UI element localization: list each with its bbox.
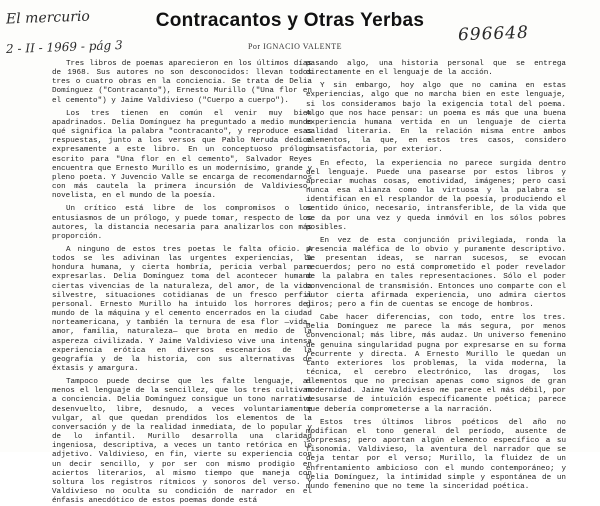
paragraph: Tres libros de poemas aparecieron en los últimos días de 1968. Sus autores no son desconocidos: llevan todos tres o cuatro obras en la conciencia. Se trata de Delia Domínguez ("Contracanto"), Ernesto Murillo ("Una flor en el cemento") y Jaime Valdivieso ("Cuerpo a cuerpo"). <box>52 60 312 105</box>
paragraph: pasando algo, una historia personal que se entrega directamente en el lenguaje de la acción. <box>306 60 566 78</box>
paragraph: A ninguno de estos tres poetas le falta oficio. A todos se les adivinan las urgentes experiencias, la hondura humana, y cierta hombría, pericia verbal para expresarlas. Delia Domínguez toma del acontecer humano ciertas vivencias de la naturaleza, del amor, de la vida silvestre, situaciones cotidianas de un fresco perfil personal. Ernesto Murillo ha intuido los horrores del mundo de la máquina y el cemento encerrados en la ciudad norteamericana, y también la ternura de esa flor —vida, amor, familia, naturaleza— que brota en medio de la aspereza civilizada. Y Jaime Valdivieso vive una intensa experiencia erótica en diversos escenarios de la geografía y de la historia, con sus alternativas de éxtasis y amargura. <box>52 245 312 373</box>
paragraph: Tampoco puede decirse que les falte lenguaje, al menos el lenguaje de la sencillez, que los tres cultivan a conciencia. Delia Domínguez consigue un tono narrativo desenvuelto, libre, desnudo, a veces voluntariamente vulgar, al que quedan prendidos los elementos de la conversación y de la realidad inmediata, de lo popular y de lo infantil. Murillo desarrolla una claridad ingeniosa, descriptiva, a veces un tanto retórica en lo adjetivo. Valdivieso, en fin, vierte su experiencia con un decir sencillo, y por ser con mismo prodigio en aciertos literarios, al mismo tiempo que maneja con soltura los registros rítmicos y sonoros del verso. Y Valdivieso no oculta su condición de narrador en el énfasis anecdótico de estos poemas donde está <box>52 378 312 506</box>
handwritten-catalog-number: 696648 <box>457 22 530 46</box>
article-byline: Por IGNACIO VALENTE <box>247 42 343 51</box>
paragraph: En efecto, la experiencia no parece surgida dentro del lenguaje. Puede una pasearse por estos libros y apreciar muchas cosas, emotividad, imágenes; pero casi nunca esa alianza como la virtuosa y la palabra se identifican en el resplandor de la poesía, produciendo el sentido único, necesario, intransferible, de la vida que se da por una vez y queda inmóvil en los sólos pobres posibles. <box>306 159 566 232</box>
paragraph: Cabe hacer diferencias, con todo, entre los tres. Delia Domínguez me parece la más segura, por menos convencional; más libre, más audaz. Un universo femenino de genuina singularidad pugna por expresarse en su forma recurrente y directa. A Ernesto Murillo le quedan un tanto exteriores los problemas, la vida moderna, la técnica, el cerebro electrónico, las drogas, los elementos que no precisan apenas como signos de gran modernidad. Jaime Valdivieso me parece el más débil, por desusarse de intuición específicamente poética; parece que debería comprometerse a la narración. <box>306 314 566 414</box>
paragraph: Y sin embargo, hoy algo que no camina en estas experiencias, algo que no marcha bien en este lenguaje, si los consideramos bajo la exigencia total del poema. Algo que nos hace pensar: un poema es más que una buena experiencia humana vertida en un lenguaje de cierta calidad literaria. En la relación misma entre ambos elementos, la que, en estos tres casos, considero insatisfactoria, por exterior. <box>306 82 566 155</box>
paragraph: Estos tres últimos libros poéticos del año no modifican el tono general del período, ausente de sorpresas; pero aportan algún elemento específico a su fisonomía. Valdivieso, la aventura del narrador que se deja tentar por el verso; Murillo, la fluidez de un enfrentamiento ambicioso con el mundo contemporáneo; y Delia Domínguez, la intimidad simple y espontánea de un mundo femenino que no teme la sinceridad poética. <box>306 418 566 491</box>
handwritten-newspaper-note: El mercurio <box>5 8 91 28</box>
paragraph: Los tres tienen en común el venir muy bien apadrinados. Delia Domínguez ha preguntado a medio mundo qué significa la palabra "contracanto", y reproduce esas respuestas, junto a los versos que Pablo Neruda dedica expresamente a este libro. En un conceptuoso prólogo escrito para "Una flor en el cemento", Salvador Reyes encuentra que Ernesto Murillo es un modernísimo, grande y pleno poeta. Y Juvencio Valle se encarga de recomendarnos con más cautela la primera incursión de Valdivieso, novelista, en el mundo de la poesía. <box>52 109 312 201</box>
article-title: Contracantos y Otras Yerbas <box>155 10 425 31</box>
handwritten-date-note: 2 - II - 1969 - pág 3 <box>5 37 123 57</box>
paragraph: En vez de esta conjunción privilegiada, ronda la presencia maléfica de lo obvio y puramente descriptivo. Se presentan ideas, se narran sucesos, se evocan recuerdos; pero no está comprometido el poder revelador de la palabra en tales representaciones. Sólo el poder convencional de transmisión. Entonces uno comparte con el autor cierta afirmada experiencia, uno admira ciertos giros; pero a fin de cuentas se encoge de hombros. <box>306 236 566 309</box>
article-column-right <box>306 60 566 492</box>
article-column-left <box>52 60 312 506</box>
paragraph: Un crítico está libre de los compromisos o los entusiasmos de un prólogo, y puede tomar, respecto de los autores, la distancia necesaria para analizarlos con más proporción. <box>52 205 312 241</box>
